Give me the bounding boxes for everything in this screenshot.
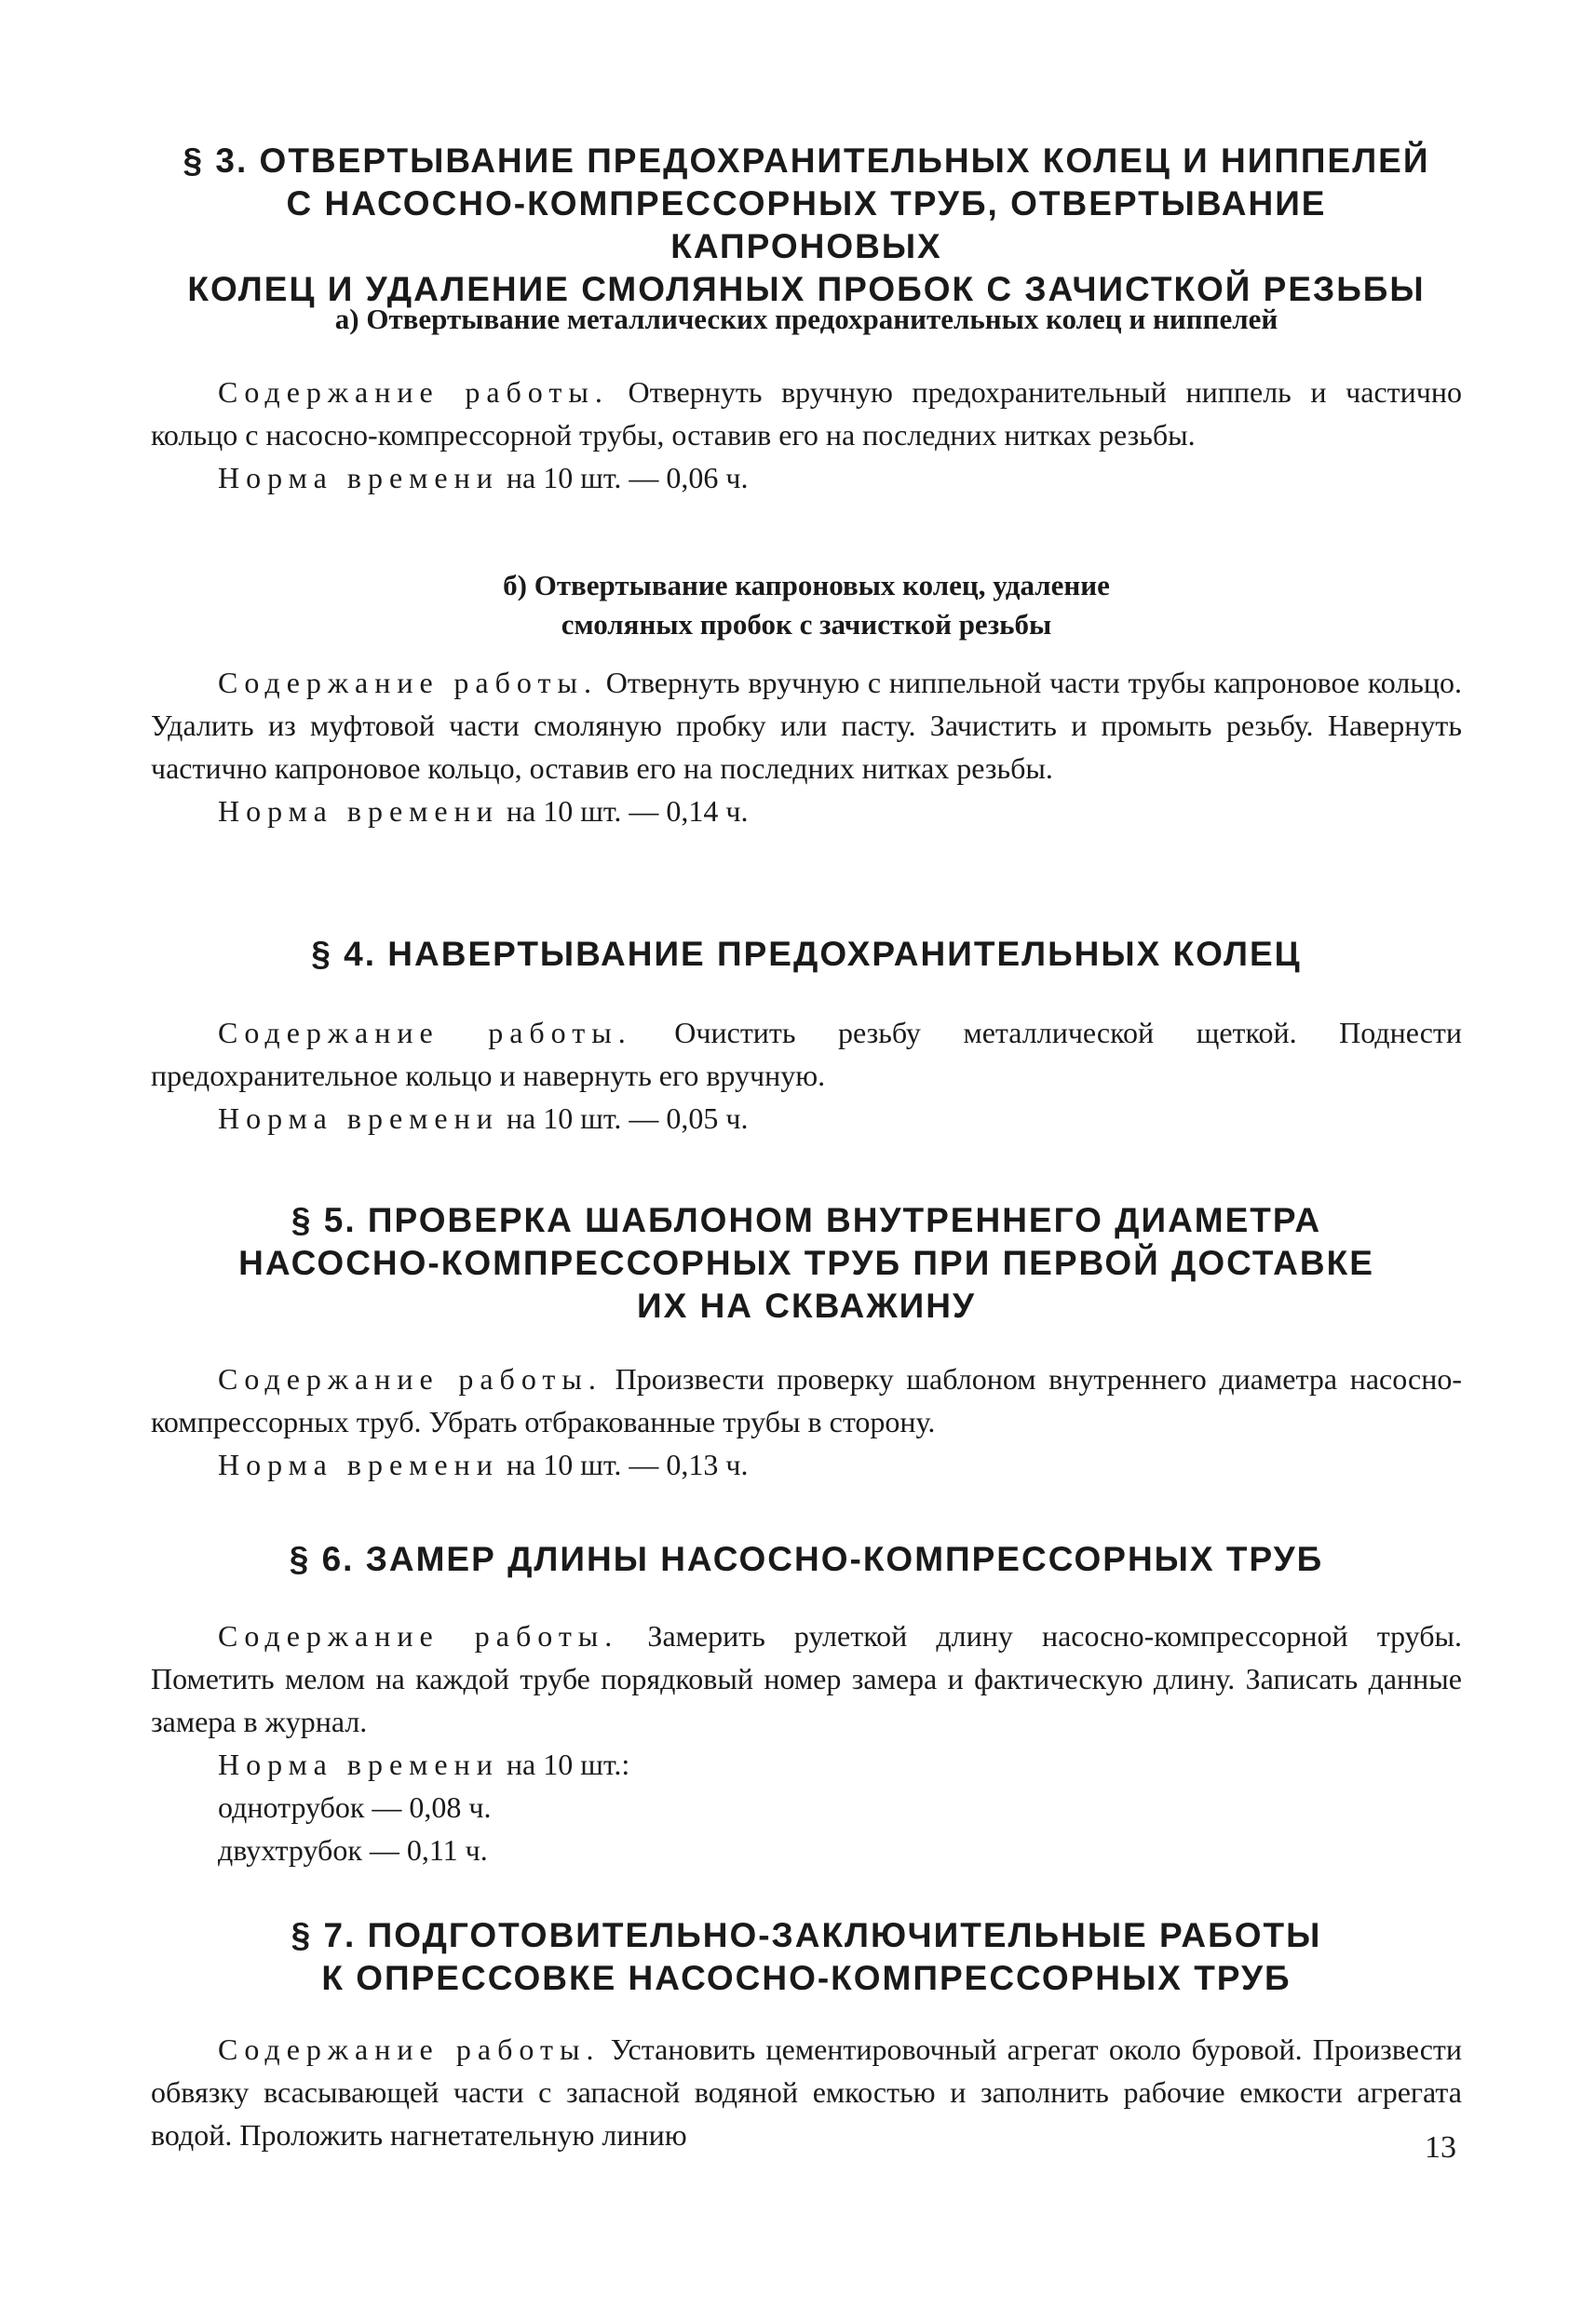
work-content-label: Содержание работы. xyxy=(218,666,598,699)
time-norm xyxy=(151,790,1462,832)
subsection-b-body xyxy=(151,661,1462,832)
time-norm-item-single: однотрубок — 0,08 ч. xyxy=(218,1790,492,1824)
time-norm-label: Норма времени xyxy=(218,1101,499,1135)
section-6-body xyxy=(151,1614,1462,1871)
work-content-text: Отвернуть вручную с ниппельной части трубы капроновое кольцо. Удалить из муфтовой части смоляную пробку или пасту. Зачистить и промыть резьбу. Навернуть частично капроновое кольцо, оставив его на последних нитках резьбы. xyxy=(151,666,1463,785)
section-4-body xyxy=(151,1011,1462,1140)
time-norm-label: Норма времени xyxy=(218,1448,499,1481)
work-content-text: Установить цементировочный агрегат около буровой. Произвести обвязку всасывающей части с запасной водяной емкостью и заполнить рабочие емкости агрегата водой. Проложить нагнетательную линию xyxy=(151,2032,1463,2152)
time-norm-value: на 10 шт. — 0,05 ч. xyxy=(506,1101,749,1135)
subsection-a-title: а) Отвертывание металлических предохранительных колец и ниппелей xyxy=(334,303,1278,335)
section-3-heading xyxy=(151,140,1462,311)
section-4-title: § 4. НАВЕРТЫВАНИЕ ПРЕДОХРАНИТЕЛЬНЫХ КОЛЕЦ xyxy=(311,935,1302,973)
time-norm-value: на 10 шт. — 0,06 ч. xyxy=(506,461,749,494)
section-5-heading xyxy=(151,1199,1462,1328)
work-content-label: Содержание работы. xyxy=(218,1362,602,1396)
work-content-label: Содержание работы. xyxy=(218,2032,601,2066)
subsection-a-heading xyxy=(151,300,1462,339)
time-norm-label: Норма времени xyxy=(218,1748,499,1781)
work-content-text: Очистить резьбу металлической щеткой. Поднести предохранительное кольцо и навернуть его вручную. xyxy=(151,1016,1463,1092)
subsection-a-body xyxy=(151,371,1462,499)
section-5-paragraph xyxy=(151,1357,1462,1443)
section-7-title-line-1: § 7. ПОДГОТОВИТЕЛЬНО-ЗАКЛЮЧИТЕЛЬНЫЕ РАБОТЫ xyxy=(291,1916,1322,1954)
time-norm-label: Норма времени xyxy=(218,794,499,828)
section-6-title: § 6. ЗАМЕР ДЛИНЫ НАСОСНО-КОМПРЕССОРНЫХ ТРУБ xyxy=(289,1540,1324,1578)
section-3-title-line-3: КОЛЕЦ И УДАЛЕНИЕ СМОЛЯНЫХ ПРОБОК С ЗАЧИСТКОЙ РЕЗЬБЫ xyxy=(187,270,1426,308)
time-norm-value: на 10 шт.: xyxy=(506,1748,630,1781)
work-content-label: Содержание работы. xyxy=(218,375,609,409)
section-3-title-line-2: С НАСОСНО-КОМПРЕССОРНЫХ ТРУБ, ОТВЕРТЫВАНИЕ КАПРОНОВЫХ xyxy=(286,184,1327,265)
section-3-title-line-1: § 3. ОТВЕРТЫВАНИЕ ПРЕДОХРАНИТЕЛЬНЫХ КОЛЕЦ И НИППЕЛЕЙ xyxy=(183,142,1430,180)
section-5-title-line-3: ИХ НА СКВАЖИНУ xyxy=(637,1287,976,1325)
section-7-title-line-2: К ОПРЕССОВКЕ НАСОСНО-КОМПРЕССОРНЫХ ТРУБ xyxy=(321,1959,1292,1997)
section-5-body xyxy=(151,1357,1462,1486)
section-5-title-line-2: НАСОСНО-КОМПРЕССОРНЫХ ТРУБ ПРИ ПЕРВОЙ ДОСТАВКЕ xyxy=(238,1244,1374,1282)
subsection-a-paragraph xyxy=(151,371,1462,456)
time-norm xyxy=(151,456,1462,499)
subsection-b-title-line-2: смоляных пробок с зачисткой резьбы xyxy=(561,608,1052,641)
work-content-text: Отвернуть вручную предохранительный ниппель и частично кольцо с насосно-компрессорной трубы, оставив его на последних нитках резьбы. xyxy=(151,375,1462,452)
subsection-b-title-line-1: б) Отвертывание капроновых колец, удаление xyxy=(503,569,1110,601)
page-number: 13 xyxy=(1425,2130,1456,2165)
section-7-heading xyxy=(151,1914,1462,2000)
section-4-paragraph xyxy=(151,1011,1462,1097)
subsection-b-heading xyxy=(151,566,1462,644)
section-4-heading xyxy=(151,933,1462,976)
section-7-paragraph xyxy=(151,2028,1462,2156)
section-6-paragraph xyxy=(151,1614,1462,1743)
time-norm-value: на 10 шт. — 0,13 ч. xyxy=(506,1448,749,1481)
subsection-b-paragraph xyxy=(151,661,1462,790)
time-norm xyxy=(151,1097,1462,1140)
work-content-label: Содержание работы. xyxy=(218,1619,619,1653)
work-content-text: Произвести проверку шаблоном внутреннего диаметра насосно-компрессорных труб. Убрать отбракованные трубы в сторону. xyxy=(151,1362,1463,1438)
time-norm xyxy=(151,1743,1462,1786)
section-7-body xyxy=(151,2028,1462,2156)
time-norm-label: Норма времени xyxy=(218,461,499,494)
section-5-title-line-1: § 5. ПРОВЕРКА ШАБЛОНОМ ВНУТРЕННЕГО ДИАМЕТРА xyxy=(291,1201,1322,1239)
work-content-label: Содержание работы. xyxy=(218,1016,632,1049)
section-6-heading xyxy=(151,1538,1462,1581)
time-norm xyxy=(151,1443,1462,1486)
time-norm-value: на 10 шт. — 0,14 ч. xyxy=(506,794,749,828)
time-norm-item-double: двухтрубок — 0,11 ч. xyxy=(218,1833,488,1867)
work-content-text: Замерить рулеткой длину насосно-компрессорной трубы. Пометить мелом на каждой трубе порядковый номер замера и фактическую длину. Записать данные замера в журнал. xyxy=(151,1619,1463,1738)
